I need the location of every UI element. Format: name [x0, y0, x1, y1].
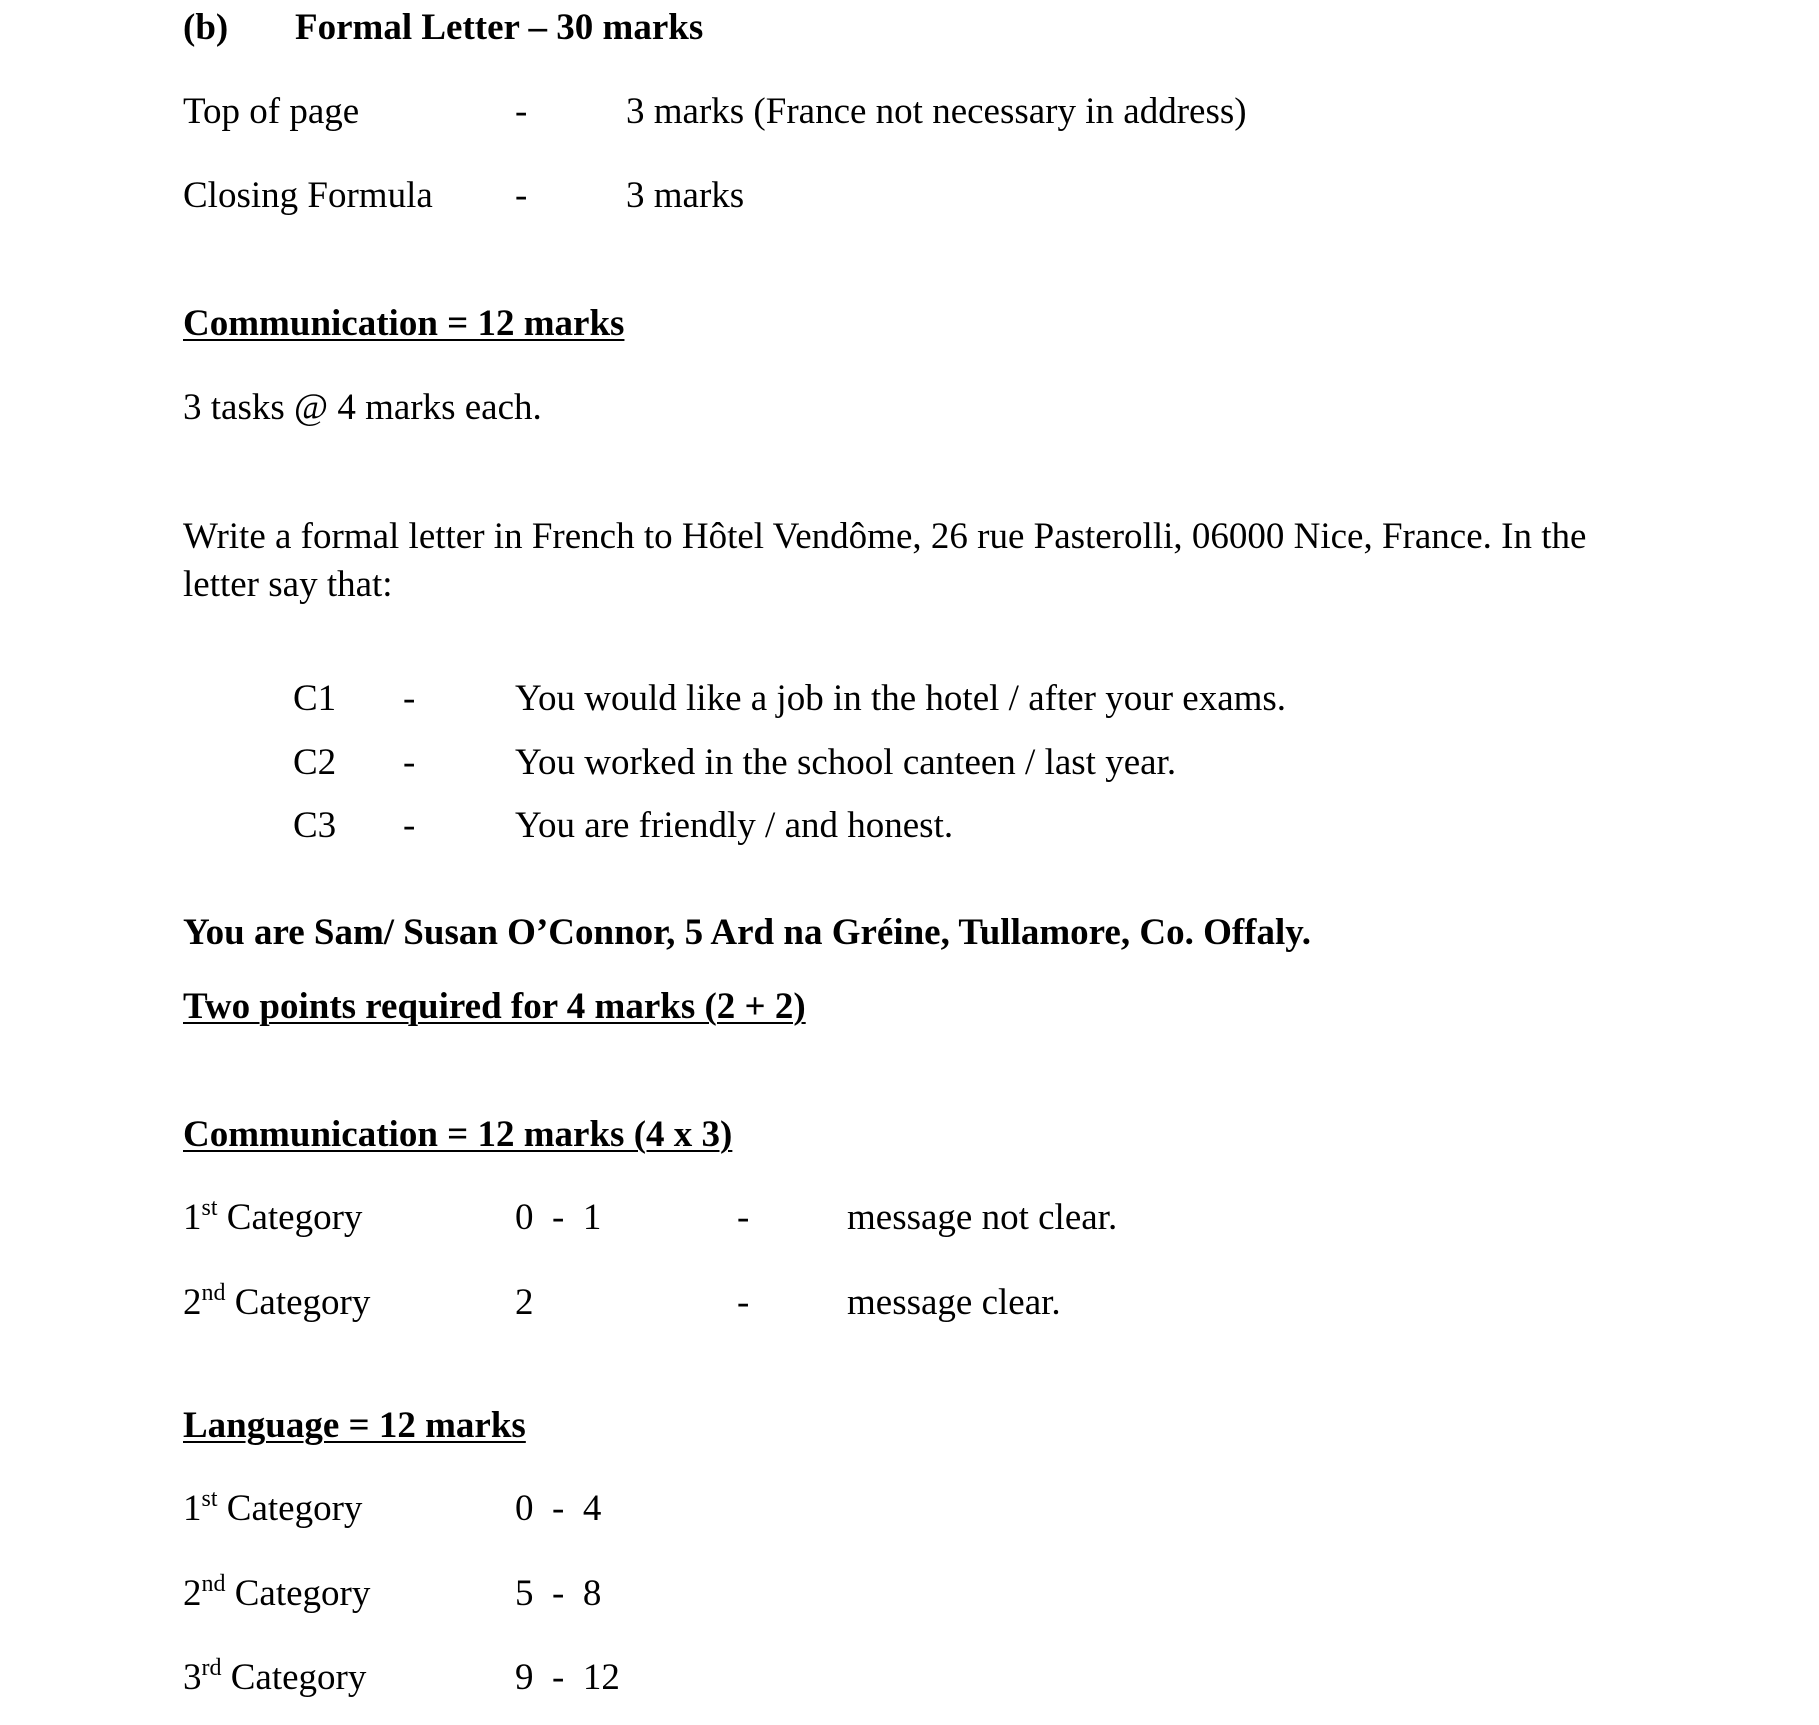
category-range: 0 - 1: [515, 1197, 602, 1238]
category-dash: -: [737, 1282, 750, 1323]
section-title: Formal Letter – 30 marks: [295, 7, 704, 48]
category-label: 3rd Category: [183, 1655, 367, 1698]
task-dash: -: [403, 678, 416, 719]
task-dash: -: [403, 805, 416, 846]
task-text: You worked in the school canteen / last year.: [515, 742, 1177, 783]
category-dash: -: [737, 1197, 750, 1238]
structure-item-top: Top of page: [183, 91, 360, 132]
category-description: message clear.: [847, 1282, 1061, 1323]
communication-heading: Communication = 12 marks: [183, 303, 625, 344]
task-dash: -: [403, 742, 416, 783]
structure-dash-closing: -: [515, 175, 528, 216]
category-range: 9 - 12: [515, 1657, 620, 1698]
structure-value-top: 3 marks (France not necessary in address): [626, 91, 1247, 132]
category-range: 0 - 4: [515, 1488, 602, 1529]
structure-dash-top: -: [515, 91, 528, 132]
section-label: (b): [183, 7, 229, 48]
task-text: You would like a job in the hotel / after your exams.: [515, 678, 1287, 719]
task-code: C1: [293, 678, 337, 719]
instruction-paragraph: Write a formal letter in French to Hôtel Vendôme, 26 rue Pasterolli, 06000 Nice, France. In the letter say that:: [183, 516, 1587, 605]
tasks-note: 3 tasks @ 4 marks each.: [183, 387, 542, 428]
language-scheme-heading: Language = 12 marks: [183, 1405, 526, 1446]
category-range: 2: [515, 1282, 534, 1323]
category-label: 2nd Category: [183, 1571, 371, 1614]
task-text: You are friendly / and honest.: [515, 805, 954, 846]
category-description: message not clear.: [847, 1197, 1118, 1238]
task-code: C3: [293, 805, 337, 846]
points-required: Two points required for 4 marks (2 + 2): [183, 986, 806, 1027]
category-label: 1st Category: [183, 1486, 363, 1529]
structure-value-closing: 3 marks: [626, 175, 745, 216]
structure-item-closing: Closing Formula: [183, 175, 433, 216]
communication-scheme-heading: Communication = 12 marks (4 x 3): [183, 1114, 733, 1155]
category-label: 1st Category: [183, 1195, 363, 1238]
category-label: 2nd Category: [183, 1280, 371, 1323]
identity-line: You are Sam/ Susan O’Connor, 5 Ard na Gréine, Tullamore, Co. Offaly.: [183, 912, 1311, 953]
category-range: 5 - 8: [515, 1573, 602, 1614]
task-code: C2: [293, 742, 337, 783]
